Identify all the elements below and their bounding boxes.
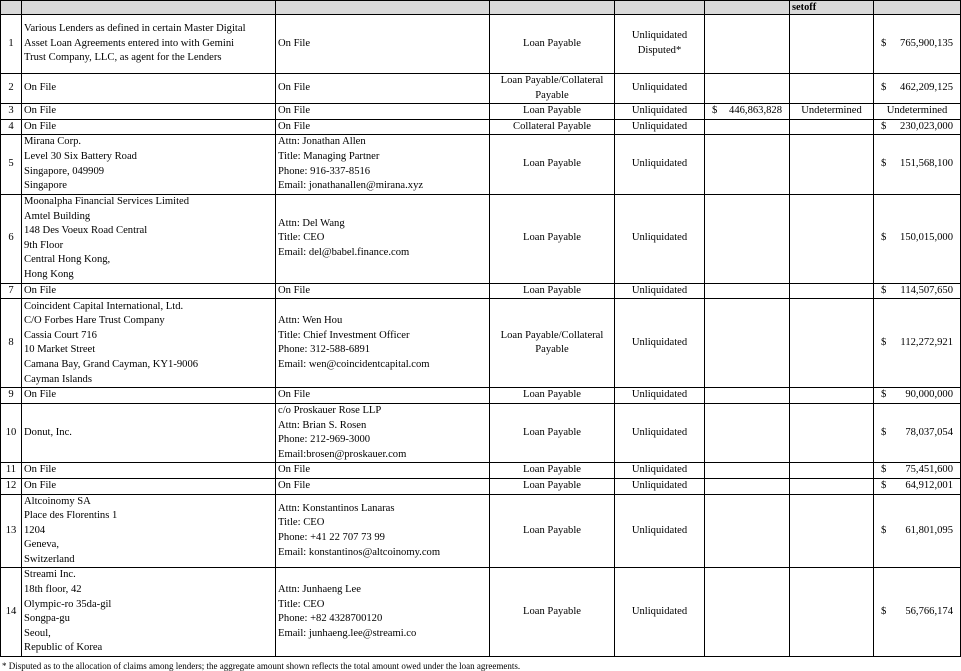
unsecured-claim-amount: Undetermined [874, 104, 961, 120]
gross-claim-amount [705, 74, 790, 104]
creditor-name-address: Coincident Capital International, Ltd. C/O Forbes Hare Trust Company Cassia Court 716 10 Market Street Camana Bay, Grand Cayman, KY1-9006 Cayman Islands [22, 299, 276, 388]
creditor-name-address: Moonalpha Financial Services Limited Amtel Building 148 Des Voeux Road Central 9th Floor Central Hong Kong, Hong Kong [22, 194, 276, 283]
claim-nature: Loan Payable [490, 388, 615, 404]
header-cell-indicator [615, 1, 705, 15]
unsecured-claim-amount [874, 463, 961, 479]
unsecured-claim-amount [874, 15, 961, 74]
row-number: 14 [1, 568, 22, 657]
claim-indicator: Unliquidated Disputed* [615, 15, 705, 74]
claim-nature: Collateral Payable [490, 119, 615, 135]
currency-symbol: $ [881, 389, 887, 401]
creditor-contact: On File [276, 478, 490, 494]
claim-indicator: Unliquidated [615, 568, 705, 657]
header-cell-contact [276, 1, 490, 15]
currency-symbol: $ [712, 105, 718, 117]
table-row [1, 15, 961, 74]
setoff-amount [790, 194, 874, 283]
creditor-contact: On File [276, 15, 490, 74]
setoff-amount [790, 388, 874, 404]
gross-claim-amount [705, 463, 790, 479]
table-header-row [1, 1, 961, 15]
table-row [1, 388, 961, 404]
table-row [1, 463, 961, 479]
unsecured-claim-amount [874, 299, 961, 388]
unsecured-claim-amount [874, 135, 961, 194]
currency-symbol: $ [881, 284, 887, 296]
amount: 446,863,828 [729, 105, 782, 117]
gross-claim-amount [705, 403, 790, 462]
claim-nature: Loan Payable/Collateral Payable [490, 74, 615, 104]
currency-symbol: $ [881, 120, 887, 132]
claim-nature: Loan Payable [490, 15, 615, 74]
gross-claim-amount [705, 15, 790, 74]
gross-claim-amount [705, 194, 790, 283]
creditor-contact: Attn: Jonathan Allen Title: Managing Partner Phone: 916-337-8516 Email: jonathanallen@mirana.xyz [276, 135, 490, 194]
setoff-amount [790, 15, 874, 74]
header-cell-gross [705, 1, 790, 15]
claim-nature: Loan Payable [490, 568, 615, 657]
unsecured-claim-amount [874, 403, 961, 462]
creditor-name-address: On File [22, 283, 276, 299]
gross-claim-amount [705, 104, 790, 120]
amount: 765,900,135 [900, 37, 953, 49]
claim-nature: Loan Payable [490, 494, 615, 568]
unsecured-claim-amount [874, 194, 961, 283]
gross-claim-amount [705, 568, 790, 657]
claim-indicator: Unliquidated [615, 478, 705, 494]
claim-indicator: Unliquidated [615, 463, 705, 479]
setoff-amount [790, 403, 874, 462]
row-number: 13 [1, 494, 22, 568]
row-number: 11 [1, 463, 22, 479]
amount: 56,766,174 [905, 605, 953, 617]
claim-indicator: Unliquidated [615, 194, 705, 283]
claim-nature: Loan Payable [490, 194, 615, 283]
claim-indicator: Unliquidated [615, 388, 705, 404]
creditor-contact: On File [276, 388, 490, 404]
table-row [1, 478, 961, 494]
table-row [1, 283, 961, 299]
gross-claim-amount [705, 135, 790, 194]
currency-symbol: $ [881, 426, 887, 438]
table-row [1, 119, 961, 135]
amount: 150,015,000 [900, 232, 953, 244]
unsecured-claim-amount [874, 119, 961, 135]
header-cell-number [1, 1, 22, 15]
row-number: 7 [1, 283, 22, 299]
setoff-amount [790, 478, 874, 494]
gross-claim-amount [705, 388, 790, 404]
amount: 112,272,921 [900, 337, 953, 349]
claim-nature: Loan Payable [490, 135, 615, 194]
setoff-amount [790, 494, 874, 568]
table-row [1, 403, 961, 462]
amount: 78,037,054 [905, 426, 953, 438]
row-number: 9 [1, 388, 22, 404]
currency-symbol: $ [881, 82, 887, 94]
claim-indicator: Unliquidated [615, 135, 705, 194]
row-number: 4 [1, 119, 22, 135]
unsecured-claim-amount [874, 74, 961, 104]
table-row [1, 568, 961, 657]
creditor-contact: c/o Proskauer Rose LLP Attn: Brian S. Rosen Phone: 212-969-3000 Email:brosen@proskauer.com [276, 403, 490, 462]
setoff-amount [790, 568, 874, 657]
amount: 151,568,100 [900, 158, 953, 170]
creditor-name-address: On File [22, 104, 276, 120]
gross-claim-amount [705, 299, 790, 388]
amount: 61,801,095 [905, 524, 953, 536]
claim-nature: Loan Payable [490, 463, 615, 479]
table-row [1, 104, 961, 120]
claim-indicator: Unliquidated [615, 104, 705, 120]
claim-indicator: Unliquidated [615, 283, 705, 299]
amount: 90,000,000 [905, 389, 953, 401]
creditor-name-address: Streami Inc. 18th floor, 42 Olympic-ro 35da-gil Songpa-gu Seoul, Republic of Korea [22, 568, 276, 657]
claim-nature: Loan Payable [490, 403, 615, 462]
currency-symbol: $ [881, 158, 887, 170]
amount: 64,912,001 [905, 479, 953, 491]
claim-indicator: Unliquidated [615, 494, 705, 568]
creditor-contact: Attn: Wen Hou Title: Chief Investment Officer Phone: 312-588-6891 Email: wen@coincidentcapital.com [276, 299, 490, 388]
header-cell-setoff: setoff [790, 1, 874, 15]
unsecured-claim-amount [874, 388, 961, 404]
unsecured-claim-amount [874, 568, 961, 657]
row-number: 5 [1, 135, 22, 194]
currency-symbol: $ [881, 37, 887, 49]
creditor-name-address: On File [22, 388, 276, 404]
gross-claim-amount [705, 494, 790, 568]
setoff-amount [790, 74, 874, 104]
unsecured-claim-amount [874, 478, 961, 494]
creditor-contact: On File [276, 119, 490, 135]
header-cell-total [874, 1, 961, 15]
setoff-amount [790, 119, 874, 135]
table-row [1, 74, 961, 104]
amount: 230,023,000 [900, 120, 953, 132]
gross-claim-amount [705, 283, 790, 299]
table-row [1, 299, 961, 388]
row-number: 2 [1, 74, 22, 104]
creditor-contact: On File [276, 74, 490, 104]
claim-indicator: Unliquidated [615, 403, 705, 462]
creditor-contact: On File [276, 283, 490, 299]
gross-claim-amount [705, 119, 790, 135]
row-number: 10 [1, 403, 22, 462]
table-body [1, 1, 961, 657]
creditor-name-address: Various Lenders as defined in certain Master Digital Asset Loan Agreements entered into with Gemini Trust Company, LLC, as agent for the Lenders [22, 15, 276, 74]
creditor-contact: Attn: Konstantinos Lanaras Title: CEO Phone: +41 22 707 73 99 Email: konstantinos@altcoinomy.com [276, 494, 490, 568]
header-cell-creditor [22, 1, 276, 15]
claim-indicator: Unliquidated [615, 119, 705, 135]
currency-symbol: $ [881, 337, 887, 349]
creditor-contact: On File [276, 104, 490, 120]
amount: 462,209,125 [900, 82, 953, 94]
claim-indicator: Unliquidated [615, 74, 705, 104]
amount: 114,507,650 [900, 284, 953, 296]
creditor-name-address: On File [22, 119, 276, 135]
claim-nature: Loan Payable [490, 478, 615, 494]
footnote: * Disputed as to the allocation of claims among lenders; the aggregate amount shown reflects the total amount owed under the loan agreements. [2, 661, 521, 671]
row-number: 8 [1, 299, 22, 388]
table-row [1, 494, 961, 568]
creditor-name-address: On File [22, 478, 276, 494]
currency-symbol: $ [881, 464, 887, 476]
unsecured-claim-amount [874, 494, 961, 568]
creditor-contact: Attn: Junhaeng Lee Title: CEO Phone: +82 4328700120 Email: junhaeng.lee@streami.co [276, 568, 490, 657]
row-number: 3 [1, 104, 22, 120]
claim-nature: Loan Payable [490, 283, 615, 299]
claim-nature: Loan Payable [490, 104, 615, 120]
setoff-amount [790, 135, 874, 194]
creditor-name-address: On File [22, 463, 276, 479]
setoff-amount [790, 463, 874, 479]
row-number: 12 [1, 478, 22, 494]
creditor-contact: Attn: Del Wang Title: CEO Email: del@babel.finance.com [276, 194, 490, 283]
row-number: 6 [1, 194, 22, 283]
claim-indicator: Unliquidated [615, 299, 705, 388]
currency-symbol: $ [881, 524, 887, 536]
creditor-name-address: Mirana Corp. Level 30 Six Battery Road Singapore, 049909 Singapore [22, 135, 276, 194]
unsecured-claim-amount [874, 283, 961, 299]
setoff-amount [790, 299, 874, 388]
setoff-amount [790, 283, 874, 299]
table-row [1, 135, 961, 194]
row-number: 1 [1, 15, 22, 74]
creditor-contact: On File [276, 463, 490, 479]
currency-symbol: $ [881, 605, 887, 617]
creditor-name-address: Altcoinomy SA Place des Florentins 1 1204 Geneva, Switzerland [22, 494, 276, 568]
creditor-name-address: On File [22, 74, 276, 104]
setoff-amount: Undetermined [790, 104, 874, 120]
currency-symbol: $ [881, 232, 887, 244]
header-cell-nature [490, 1, 615, 15]
currency-symbol: $ [881, 479, 887, 491]
gross-claim-amount [705, 478, 790, 494]
claim-nature: Loan Payable/Collateral Payable [490, 299, 615, 388]
table-row [1, 194, 961, 283]
creditor-name-address: Donut, Inc. [22, 403, 276, 462]
amount: 75,451,600 [905, 464, 953, 476]
